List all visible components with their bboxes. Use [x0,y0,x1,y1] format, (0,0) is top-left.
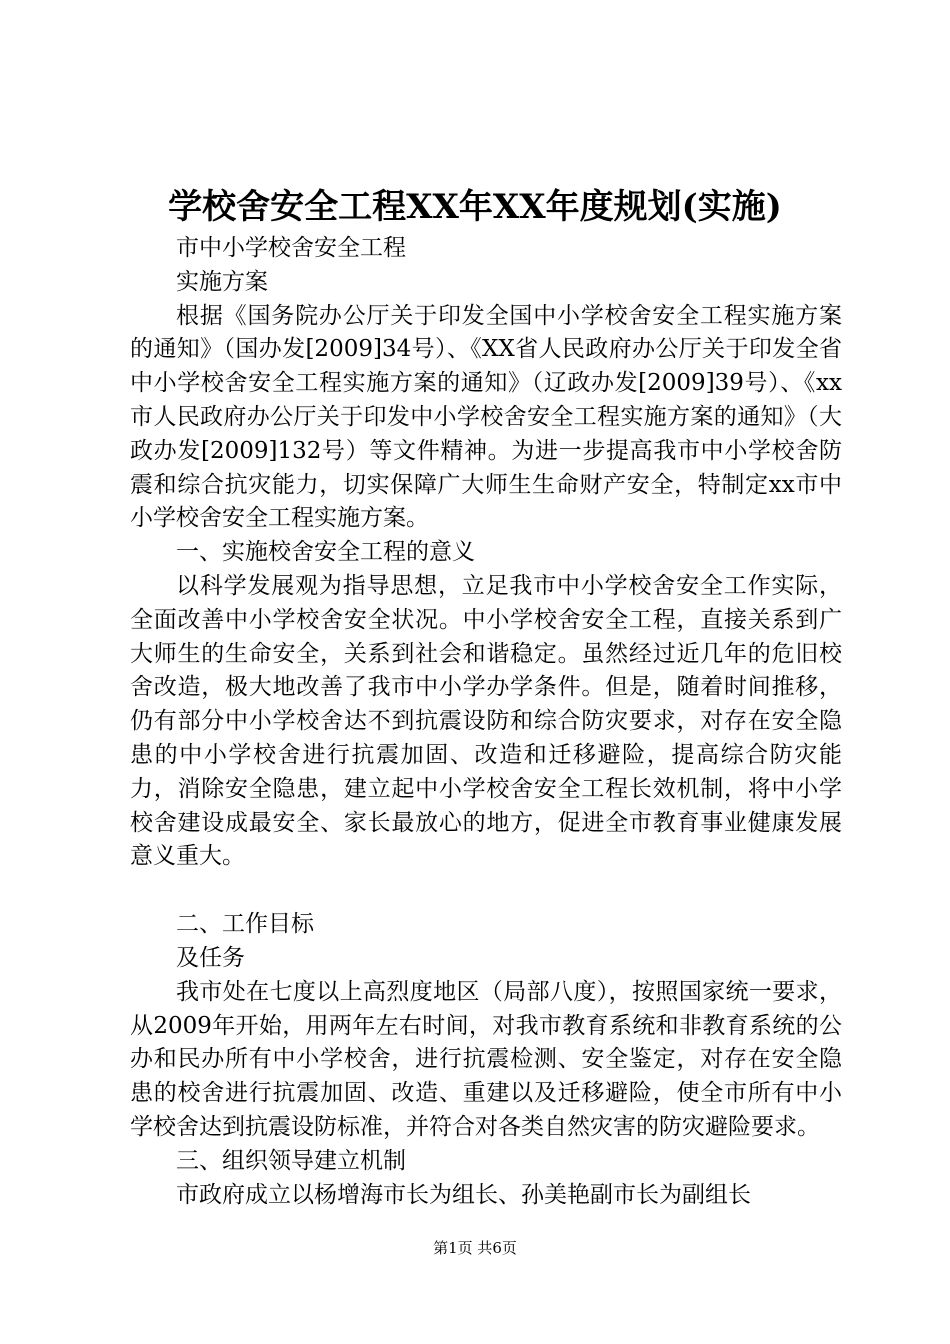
paragraph-organization: 市政府成立以杨增海市长为组长、孙美艳副市长为副组长 [176,1181,751,1208]
section-heading-3: 三、组织领导建立机制 [176,1147,406,1174]
paragraph-intro: 根据《国务院办公厅关于印发全国中小学校舍安全工程实施方案的通知》（国办发[2009]34号）、《XX省人民政府办公厅关于印发全省中小学校舍安全工程实施方案的通知》（辽政办发[2009]39号）、《xx市人民政府办公厅关于印发中小学校舍安全工程实施方案的通知》（大政办发[2009]132号）等文件精神。为进一步提高我市中小学校舍防震和综合抗灾能力，切实保障广大师生生命财产安全，特制定xx市中小学校舍安全工程实施方案。 [130,302,842,532]
page-number-footer: 第1页 共6页 [433,1239,517,1257]
paragraph-heading-line-2: 实施方案 [176,268,268,295]
section-heading-2: 二、工作目标 [176,911,314,938]
paragraph-heading-line-1: 市中小学校舍安全工程 [176,235,406,261]
paragraph-significance: 以科学发展观为指导思想，立足我市中小学校舍安全工作实际，全面改善中小学校舍安全状况。中小学校舍安全工程，直接关系到广大师生的生命安全，关系到社会和谐稳定。虽然经过近几年的危旧校舍改造，极大地改善了我市中小学办学条件。但是，随着时间推移，仍有部分中小学校舍达不到抗震设防和综合防灾要求，对存在安全隐患的中小学校舍进行抗震加固、改造和迁移避险，提高综合防灾能力，消除安全隐患，建立起中小学校舍安全工程长效机制，将中小学校舍建设成最安全、家长最放心的地方，促进全市教育事业健康发展意义重大。 [130,572,842,870]
paragraph-goals: 我市处在七度以上高烈度地区（局部八度），按照国家统一要求，从2009年开始，用两年左右时间，对我市教育系统和非教育系统的公办和民办所有中小学校舍，进行抗震检测、安全鉴定，对存在安全隐患的校舍进行抗震加固、改造、重建以及迁移避险，使全市所有中小学校舍达到抗震设防标准，并符合对各类自然灾害的防灾避险要求。 [130,978,842,1140]
section-heading-1: 一、实施校舍安全工程的意义 [176,539,475,566]
paragraph-spacer [130,874,842,908]
section-heading-2-continued: 及任务 [176,944,245,971]
document-body [130,232,842,1212]
document-title: 学校舍安全工程XX年XX年度规划(实施) [168,187,782,227]
